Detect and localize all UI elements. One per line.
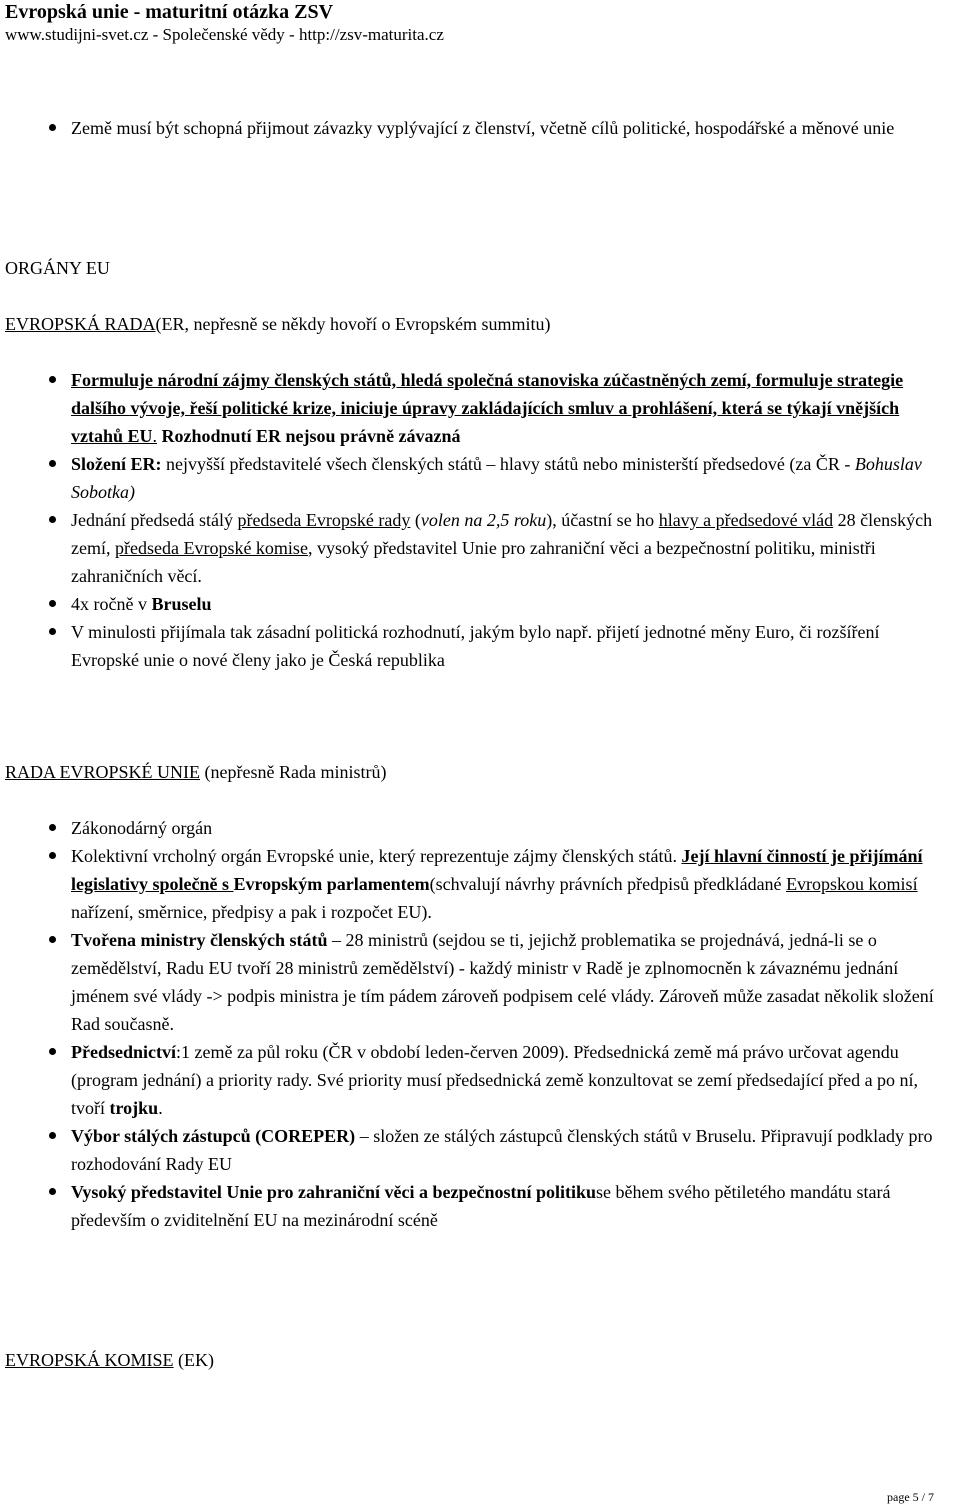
page-number: page 5 / 7: [887, 1490, 934, 1504]
document-subtitle: www.studijni-svet.cz - Společenské vědy - http://zsv-maturita.cz: [5, 25, 444, 44]
rada-eu-list: [5, 814, 955, 1234]
list-item: V minulosti přijímala tak zásadní politická rozhodnutí, jakým bylo např. přijetí jednotné měny Euro, či rozšíření Evropské unie o nové členy jako je Česká republika: [5, 618, 955, 674]
page-header: [5, 0, 955, 46]
list-item: Země musí být schopná přijmout závazky vyplývající z členství, včetně cílů politické, hospodářské a měnové unie: [5, 114, 955, 142]
list-item: 4x ročně v Bruselu: [5, 590, 955, 618]
heading-underlined: EVROPSKÁ RADA: [5, 314, 156, 334]
document-title: Evropská unie - maturitní otázka ZSV: [5, 1, 334, 23]
list-item: Tvořena ministry členských států – 28 ministrů (sejdou se ti, jejichž problematika se projednává, jedná-li se o zemědělství, Radu EU tvoří 28 ministrů zemědělství) - každý ministr v Radě je zplnomocněn k závaznému jednání jménem své vlády -> podpis ministra je tím pádem zároveň podpisem celé vlády. Zároveň může zasadat několik složení Rad současně.: [5, 926, 955, 1038]
list-item: Jednání předsedá stálý předseda Evropské rady (volen na 2,5 roku), účastní se ho hlavy a předsedové vlád 28 členských zemí, předseda Evropské komise, vysoký představitel Unie pro zahraniční věci a bezpečnostní politiku, ministři zahraničních věcí.: [5, 506, 955, 590]
section-heading-organy: ORGÁNY EU: [5, 258, 110, 278]
list-item: Kolektivní vrcholný orgán Evropské unie, který reprezentuje zájmy členských států. Její hlavní činností je přijímání legislativy společně s Evropským parlamentem(schvalují návrhy právních předpisů předkládané Evropskou komisí nařízení, směrnice, předpisy a pak i rozpočet EU).: [5, 842, 955, 926]
list-item: Výbor stálých zástupců (COREPER) – složen ze stálých zástupců členských států v Bruselu. Připravují podklady pro rozhodování Rady EU: [5, 1122, 955, 1178]
heading-underlined: RADA EVROPSKÉ UNIE: [5, 762, 201, 782]
list-item: Vysoký představitel Unie pro zahraniční věci a bezpečnostní politikuse během svého pětiletého mandátu stará především o zviditelnění EU na mezinárodní scéně: [5, 1178, 955, 1234]
list-item: Předsednictví:1 země za půl roku (ČR v období leden-červen 2009). Předsednická země má právo určovat agendu (program jednání) a priority rady. Své priority musí předsednická země konzultovat se zemí předsedající před a po ní, tvoří trojku.: [5, 1038, 955, 1122]
link-hlavy-a-predsedove-vlad[interactable]: hlavy a předsedové vlád: [658, 510, 834, 530]
section-heading-rada-eu: RADA EVROPSKÉ UNIE (nepřesně Rada ministrů): [5, 762, 387, 782]
heading-underlined: EVROPSKÁ KOMISE: [5, 1350, 174, 1370]
list-item: Zákonodárný orgán: [5, 814, 955, 842]
section-heading-evropska-komise: EVROPSKÁ KOMISE (EK): [5, 1350, 215, 1370]
list-item: Formuluje národní zájmy členských států, hledá společná stanoviska zúčastněných zemí, formuluje strategie dalšího vývoje, řeší politické krize, iniciuje úpravy zakládajících smluv a prohlášení, která se týkají vnějších vztahů EU. Rozhodnutí ER nejsou právně závazná: [5, 366, 955, 450]
evropska-rada-list: [5, 366, 955, 674]
list-item: Složení ER: nejvyšší představitelé všech členských států – hlavy států nebo ministerští předsedové (za ČR - Bohuslav Sobotka): [5, 450, 955, 506]
link-evropskou-komisi[interactable]: Evropskou komisí: [786, 874, 918, 894]
section-heading-evropska-rada: EVROPSKÁ RADA(ER, nepřesně se někdy hovoří o Evropském summitu): [5, 314, 551, 334]
link-predseda-evropske-rady[interactable]: předseda Evropské rady: [237, 510, 411, 530]
membership-conditions-list: [5, 114, 955, 142]
link-predseda-evropske-komise[interactable]: předseda Evropské komise: [114, 538, 308, 558]
